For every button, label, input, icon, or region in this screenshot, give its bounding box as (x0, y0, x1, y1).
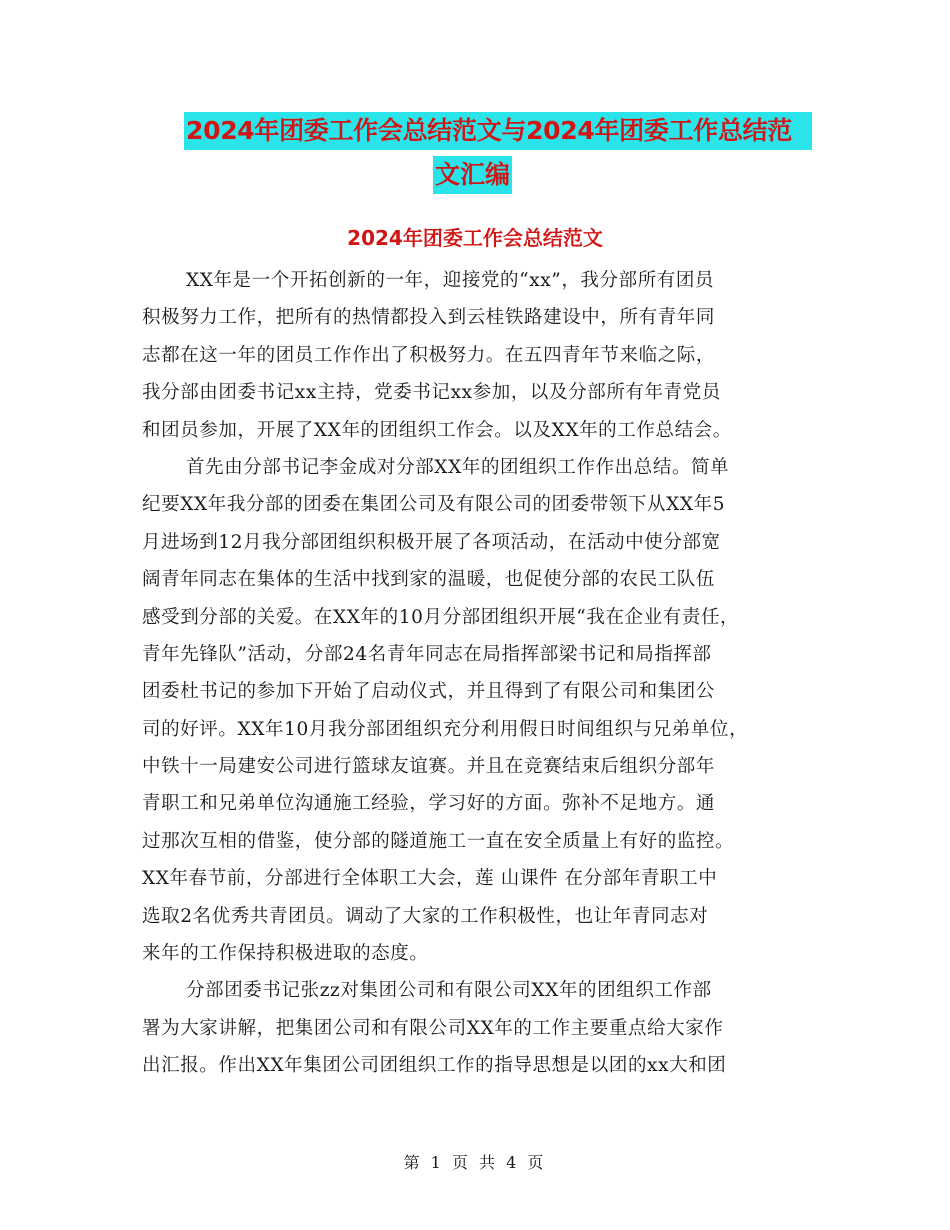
paragraph-line: 青职工和兄弟单位沟通施工经验，学习好的方面。弥补不足地方。通 (142, 793, 716, 815)
paragraph-line: 署为大家讲解，把集团公司和有限公司XX年的工作主要重点给大家作 (142, 1017, 724, 1039)
page-number-footer: 第 1 页 共 4 页 (403, 1153, 547, 1172)
paragraph-line: 团委杜书记的参加下开始了启动仪式，并且得到了有限公司和集团公 (142, 681, 716, 703)
paragraph-line: XX年是一个开拓创新的一年，迎接党的“xx”，我分部所有团员 (186, 270, 715, 291)
document-title-line-1: 2024年团委工作会总结范文与2024年团委工作总结范 (184, 112, 812, 150)
paragraph-line: 青年先锋队”活动，分部24名青年同志在局指挥部梁书记和局指挥部 (142, 643, 712, 665)
paragraph-line: 出汇报。作出XX年集团公司团组织工作的指导思想是以团的xx大和团 (142, 1055, 727, 1077)
paragraph-line: 选取2名优秀共青团员。调动了大家的工作积极性，也让年青同志对 (142, 905, 709, 927)
paragraph-line: 来年的工作保持积极进取的态度。 (142, 943, 429, 965)
paragraph-line: 志都在这一年的团员工作作出了积极努力。在五四青年节来临之际， (142, 344, 716, 366)
paragraph-line: 司的好评。XX年10月我分部团组织充分利用假日时间组织与兄弟单位， (142, 718, 749, 740)
paragraph-line: 过那次互相的借鉴，使分部的隧道施工一直在安全质量上有好的监控。 (142, 830, 735, 852)
paragraph-line: 积极努力工作，把所有的热情都投入到云桂铁路建设中，所有青年同 (142, 307, 716, 329)
paragraph-line: 我分部由团委书记xx主持，党委书记xx参加，以及分部所有年青党员 (142, 382, 721, 404)
paragraph-line: 中铁十一局建安公司进行篮球友谊赛。并且在竞赛结束后组织分部年 (142, 756, 716, 778)
body-text (142, 262, 832, 1085)
section-heading: 2024年团委工作会总结范文 (347, 226, 603, 250)
paragraph-line: 首先由分部书记李金成对分部XX年的团组织工作作出总结。简单 (186, 456, 730, 478)
paragraph-line: 纪要XX年我分部的团委在集团公司及有限公司的团委带领下从XX年5 (142, 494, 726, 516)
paragraph-line: 月进场到12月我分部团组织积极开展了各项活动，在活动中使分部宽 (142, 531, 721, 553)
document-title-line-2: 文汇编 (433, 156, 512, 194)
paragraph-line: XX年春节前，分部进行全体职工大会，莲 山课件 在分部年青职工中 (142, 868, 718, 890)
paragraph-line: 和团员参加，开展了XX年的团组织工作会。以及XX年的工作总结会。 (142, 419, 732, 441)
paragraph-line: 阔青年同志在集体的生活中找到家的温暖，也促使分部的农民工队伍 (142, 569, 716, 591)
paragraph-line: 感受到分部的关爱。在XX年的10月分部团组织开展“我在企业有责任， (142, 606, 740, 628)
paragraph-line: 分部团委书记张zz对集团公司和有限公司XX年的团组织工作部 (186, 980, 712, 1002)
